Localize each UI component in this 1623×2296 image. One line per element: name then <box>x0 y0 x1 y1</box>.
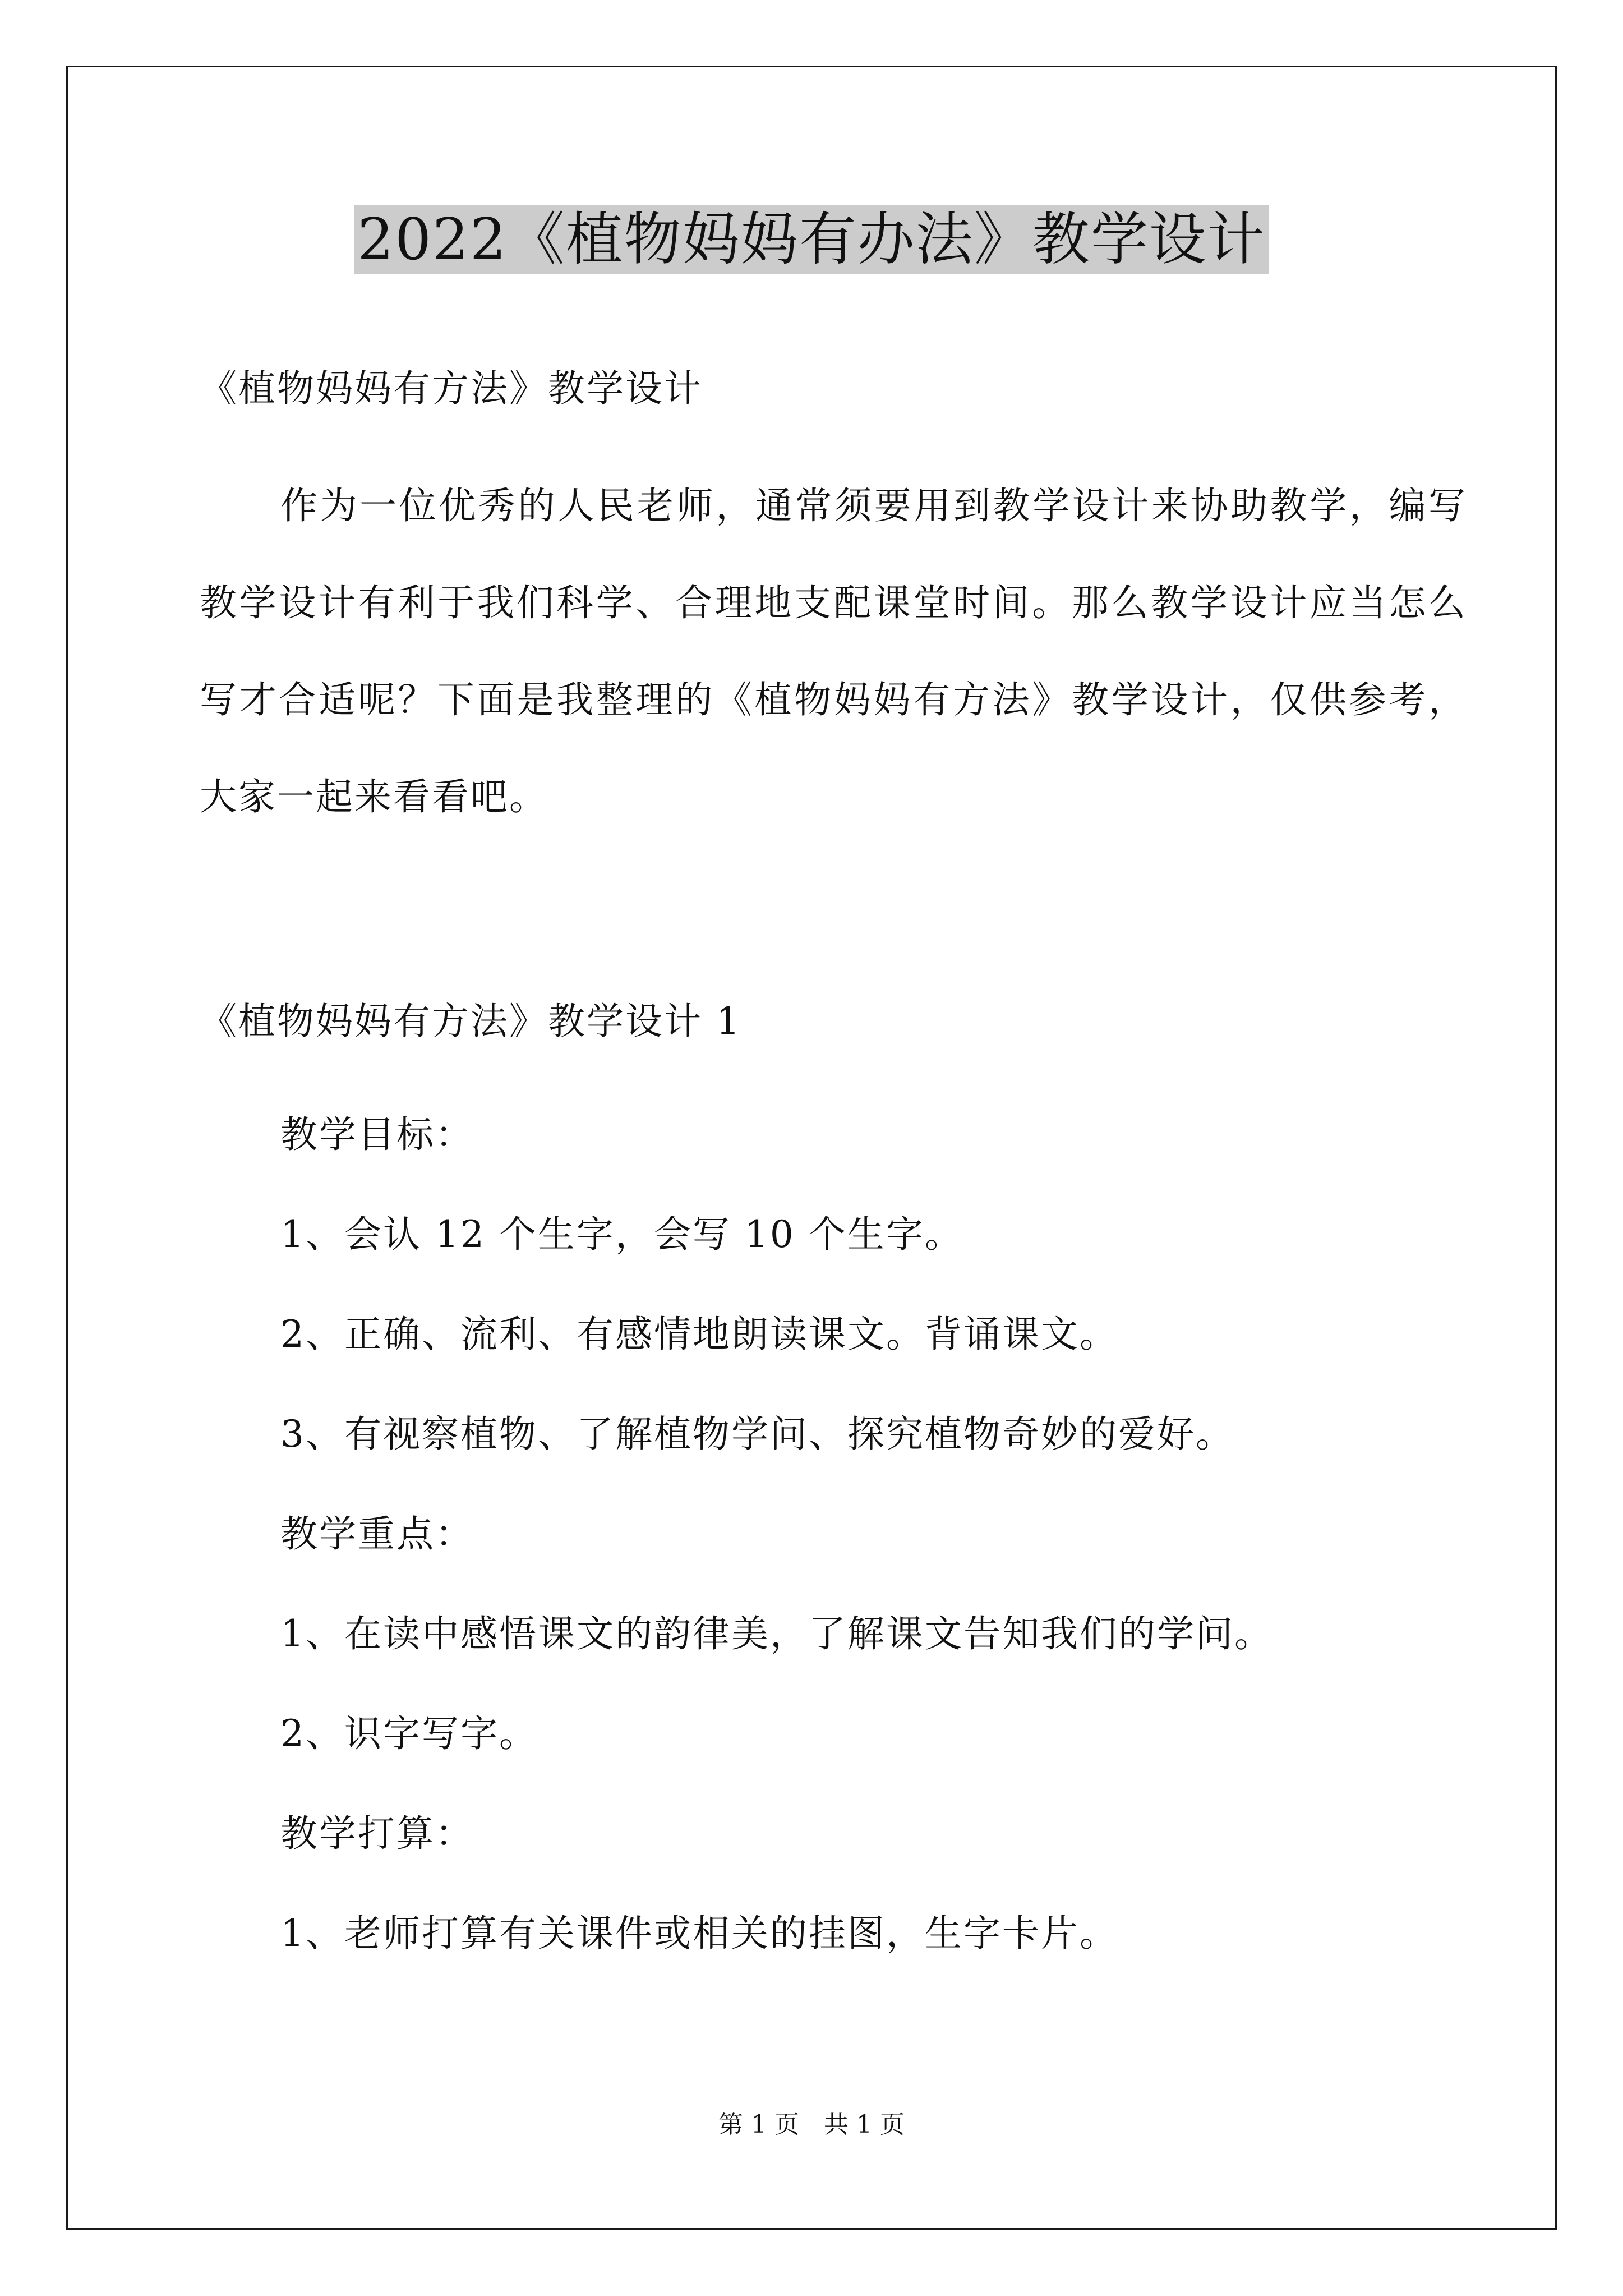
list-item: 1、在读中感悟课文的韵律美，了解课文告知我们的学问。 <box>280 1612 1273 1655</box>
heading-teaching-preparation: 教学打算： <box>280 1812 474 1855</box>
list-item: 3、有视察植物、了解植物学问、探究植物奇妙的爱好。 <box>280 1412 1234 1456</box>
page-footer: 第 1 页 共 1 页 <box>718 2110 905 2139</box>
list-item: 2、正确、流利、有感情地朗读课文。背诵课文。 <box>280 1313 1118 1356</box>
list-item: 1、老师打算有关课件或相关的挂图，生字卡片。 <box>280 1912 1118 1955</box>
document-subtitle: 《植物妈妈有方法》教学设计 <box>200 367 703 410</box>
section-heading: 《植物妈妈有方法》教学设计 1 <box>200 1000 741 1043</box>
heading-teaching-focus: 教学重点： <box>280 1512 474 1556</box>
heading-teaching-goals: 教学目标： <box>280 1113 474 1156</box>
document-title <box>0 201 1623 279</box>
document-title-text: 2022《植物妈妈有办法》教学设计 <box>354 205 1269 274</box>
list-item: 2、识字写字。 <box>280 1712 538 1755</box>
list-item: 1、会认 12 个生字，会写 10 个生字。 <box>280 1213 963 1256</box>
intro-paragraph: 作为一位优秀的人民老师，通常须要用到教学设计来协助教学，编写教学设计有利于我们科学、合理地支配课堂时间。那么教学设计应当怎么写才合适呢？下面是我整理的《植物妈妈有方法》教学设计，仅供参考，大家一起来看看吧。 <box>200 484 1467 818</box>
